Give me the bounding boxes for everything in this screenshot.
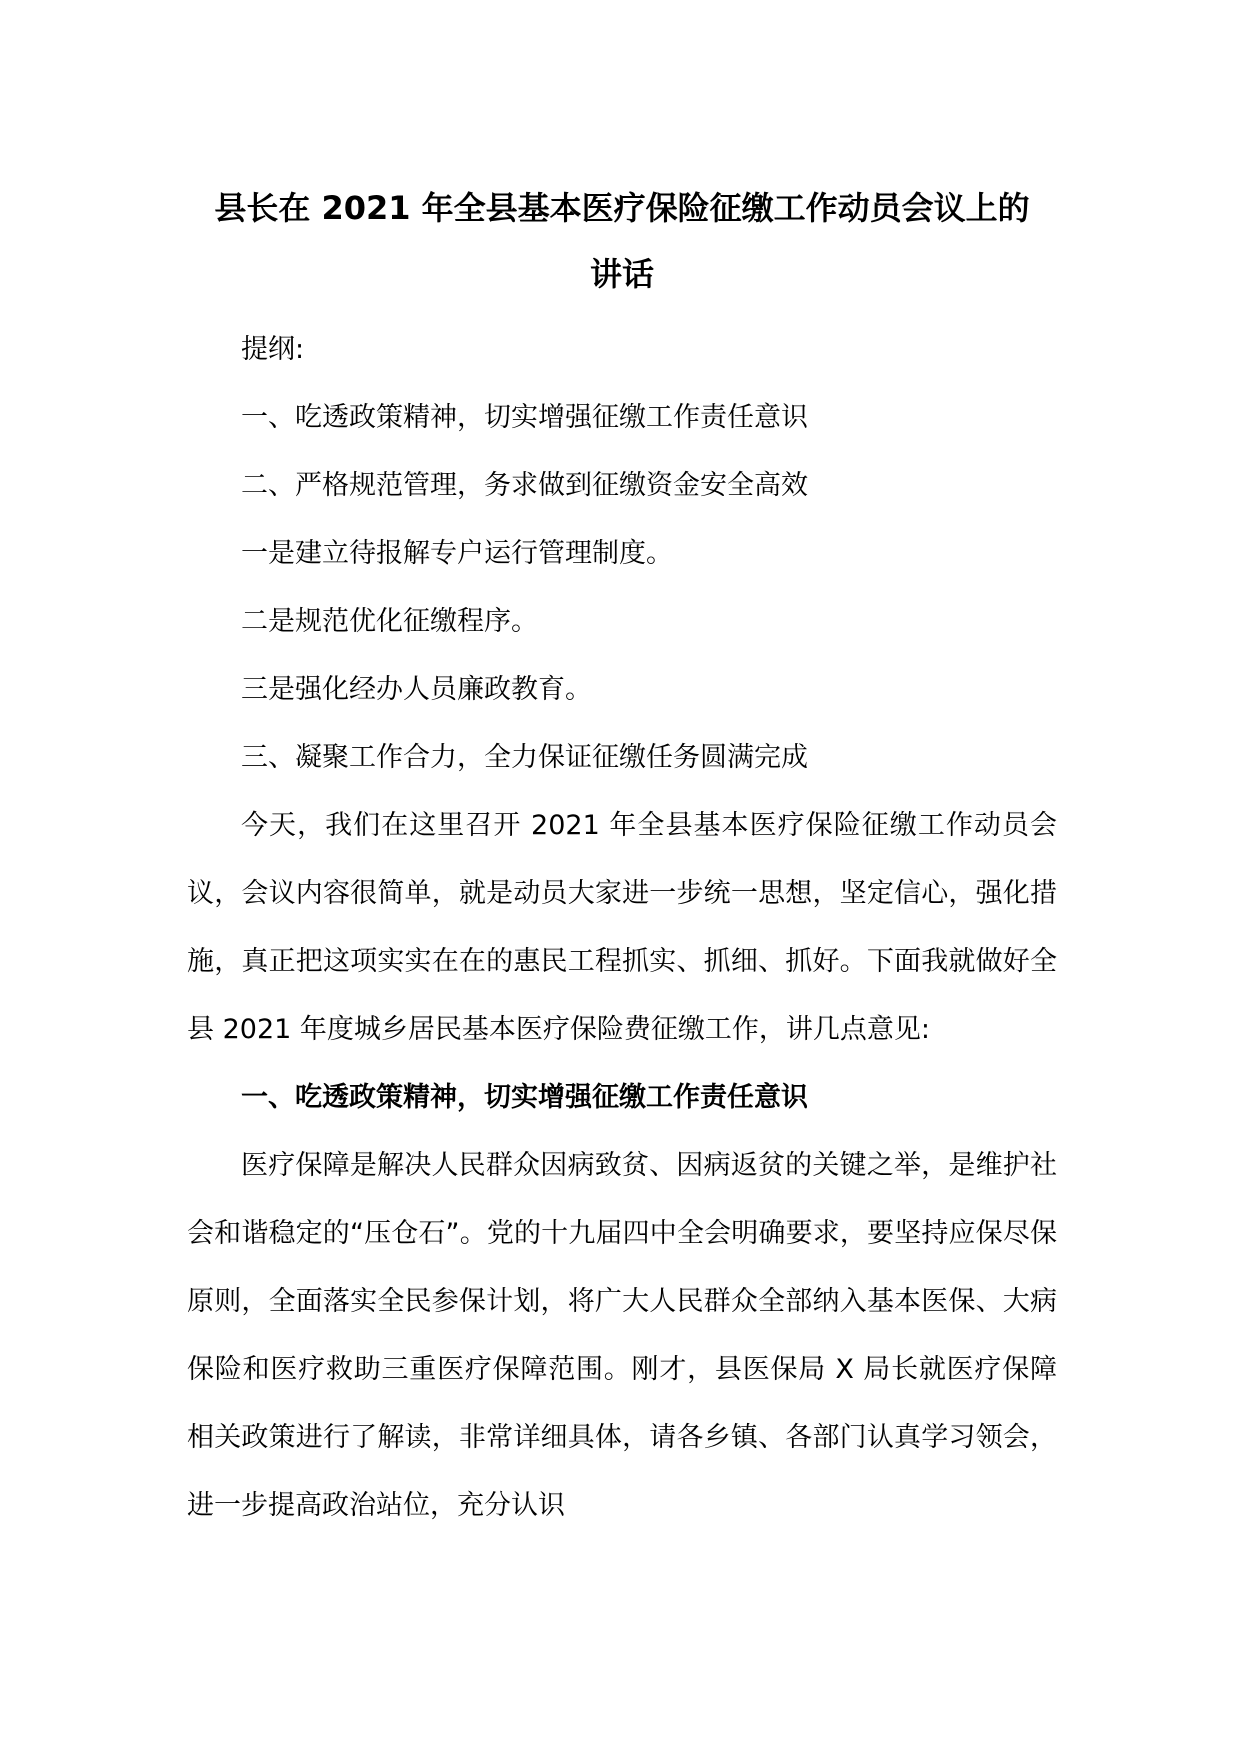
outline-label: 提纲: [241, 334, 305, 365]
document-body [187, 175, 1057, 1540]
title-line-2: 讲话 [589, 255, 654, 293]
outline-item: 三、凝聚工作合力，全力保证征缴任务圆满完成 [241, 742, 808, 773]
document-title [187, 175, 1057, 307]
body-paragraph: 医疗保障是解决人民群众因病致贫、因病返贫的关键之举，是维护社会和谐稳定的“压仓石”。党的十九届四中全会明确要求，要坚持应保尽保原则，全面落实全民参保计划，将广大人民群众全部纳入基本医保、大病保险和医疗救助三重医疗保障范围。刚才，县医保局 X 局长就医疗保障相关政策进行了解读，非常详细具体，请各乡镇、各部门认真学习领会，进一步提高政治站位，充分认识 [187, 1150, 1057, 1521]
outline [187, 316, 1057, 792]
outline-item: 二是规范优化征缴程序。 [241, 606, 538, 637]
outline-item: 三是强化经办人员廉政教育。 [241, 674, 592, 705]
outline-item: 二、严格规范管理，务求做到征缴资金安全高效 [241, 470, 808, 501]
outline-item: 一是建立待报解专户运行管理制度。 [241, 538, 673, 569]
body-paragraph: 今天，我们在这里召开 2021 年全县基本医疗保险征缴工作动员会议，会议内容很简单，就是动员大家进一步统一思想，坚定信心，强化措施，真正把这项实实在在的惠民工程抓实、抓细、抓好。下面我就做好全县 2021 年度城乡居民基本医疗保险费征缴工作，讲几点意见: [187, 810, 1057, 1045]
title-line-1: 县长在 2021 年全县基本医疗保险征缴工作动员会议上的 [214, 189, 1030, 227]
outline-item: 一、吃透政策精神，切实增强征缴工作责任意识 [241, 402, 808, 433]
section-heading: 一、吃透政策精神，切实增强征缴工作责任意识 [241, 1082, 808, 1113]
